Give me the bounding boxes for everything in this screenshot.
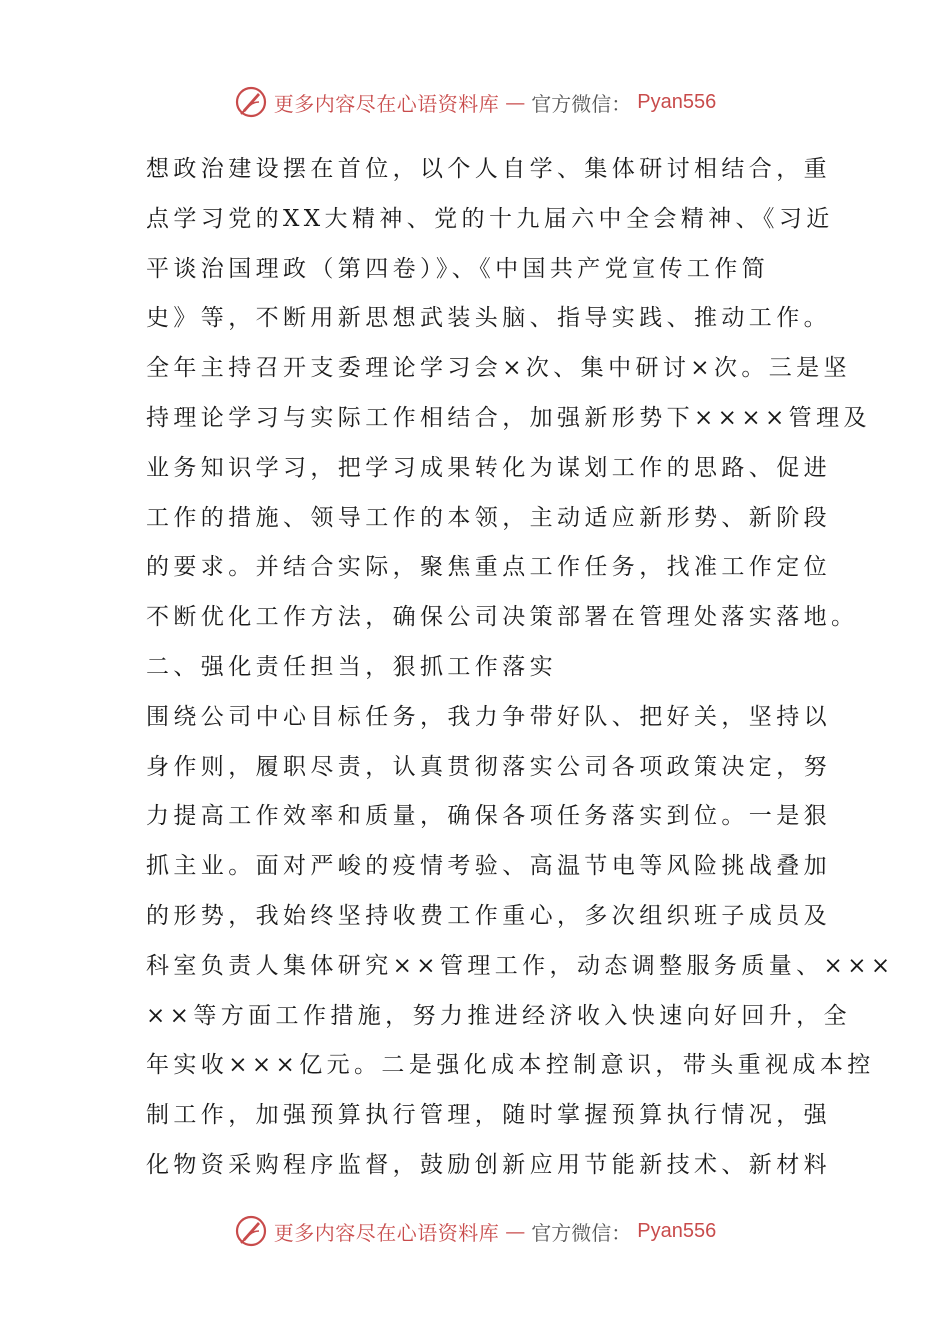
body-line: 抓主业。面对严峻的疫情考验、高温节电等风险挑战叠加 [146,853,831,880]
body-line: 业务知识学习，把学习成果转化为谋划工作的思路、促进 [146,454,831,481]
body-line: 工作的措施、领导工作的本领，主动适应新形势、新阶段 [146,504,831,531]
quill-logo-icon [234,85,268,119]
document-body [146,145,895,1191]
body-line: 年实收×××亿元。二是强化成本控制意识，带头重视成本控 [146,1052,875,1079]
body-line: 的形势，我始终坚持收费工作重心，多次组织班子成员及 [146,902,831,929]
footer-wechat-label: 官方微信： [531,1220,632,1245]
footer-banner-separator: — [505,1219,526,1243]
body-line: 不断优化工作方法，确保公司决策部署在管理处落实落地。 [146,604,859,631]
body-line: 围绕公司中心目标任务，我力争带好队、把好关，坚持以 [146,703,831,730]
body-line: 身作则，履职尽责，认真贯彻落实公司各项政策决定，努 [146,753,831,780]
body-line: ××等方面工作措施，努力推进经济收入快速向好回升，全 [146,1002,851,1029]
body-line: 平谈治国理政（第四卷）》、《中国共产党宣传工作简 [146,255,770,282]
body-line: 点学习党的XX大精神、党的十九届六中全会精神、《习近 [146,205,834,232]
header-wechat-id: Pyan556 [637,90,717,113]
body-line: 持理论学习与实际工作相结合，加强新形势下××××管理及 [146,404,871,431]
body-line: 的要求。并结合实际，聚焦重点工作任务，找准工作定位 [146,554,831,581]
quill-logo-icon [234,1214,268,1248]
footer-banner-text: 更多内容尽在心语资料库 [273,1220,500,1245]
footer-banner-inner [234,1214,716,1248]
header-banner-inner [234,85,716,119]
body-line: 想政治建设摆在首位，以个人自学、集体研讨相结合，重 [146,156,831,182]
body-line: 制工作，加强预算执行管理，随时掌握预算执行情况，强 [146,1102,831,1129]
body-line: 化物资采购程序监督，鼓励创新应用节能新技术、新材料 [146,1151,831,1178]
footer-watermark-banner [0,1211,950,1251]
body-line: 史》等，不断用新思想武装头脑、指导实践、推动工作。 [146,305,831,332]
header-wechat-label: 官方微信： [531,91,632,116]
header-watermark-banner [0,82,950,122]
header-banner-separator: — [505,90,526,114]
header-banner-text: 更多内容尽在心语资料库 [273,91,500,116]
body-line: 全年主持召开支委理论学习会×次、集中研讨×次。三是坚 [146,355,851,382]
section-heading: 二、强化责任担当，狠抓工作落实 [146,653,557,680]
body-line: 力提高工作效率和质量，确保各项任务落实到位。一是狠 [146,803,831,830]
footer-wechat-id: Pyan556 [637,1219,717,1242]
body-line: 科室负责人集体研究××管理工作，动态调整服务质量、××× [146,952,895,979]
